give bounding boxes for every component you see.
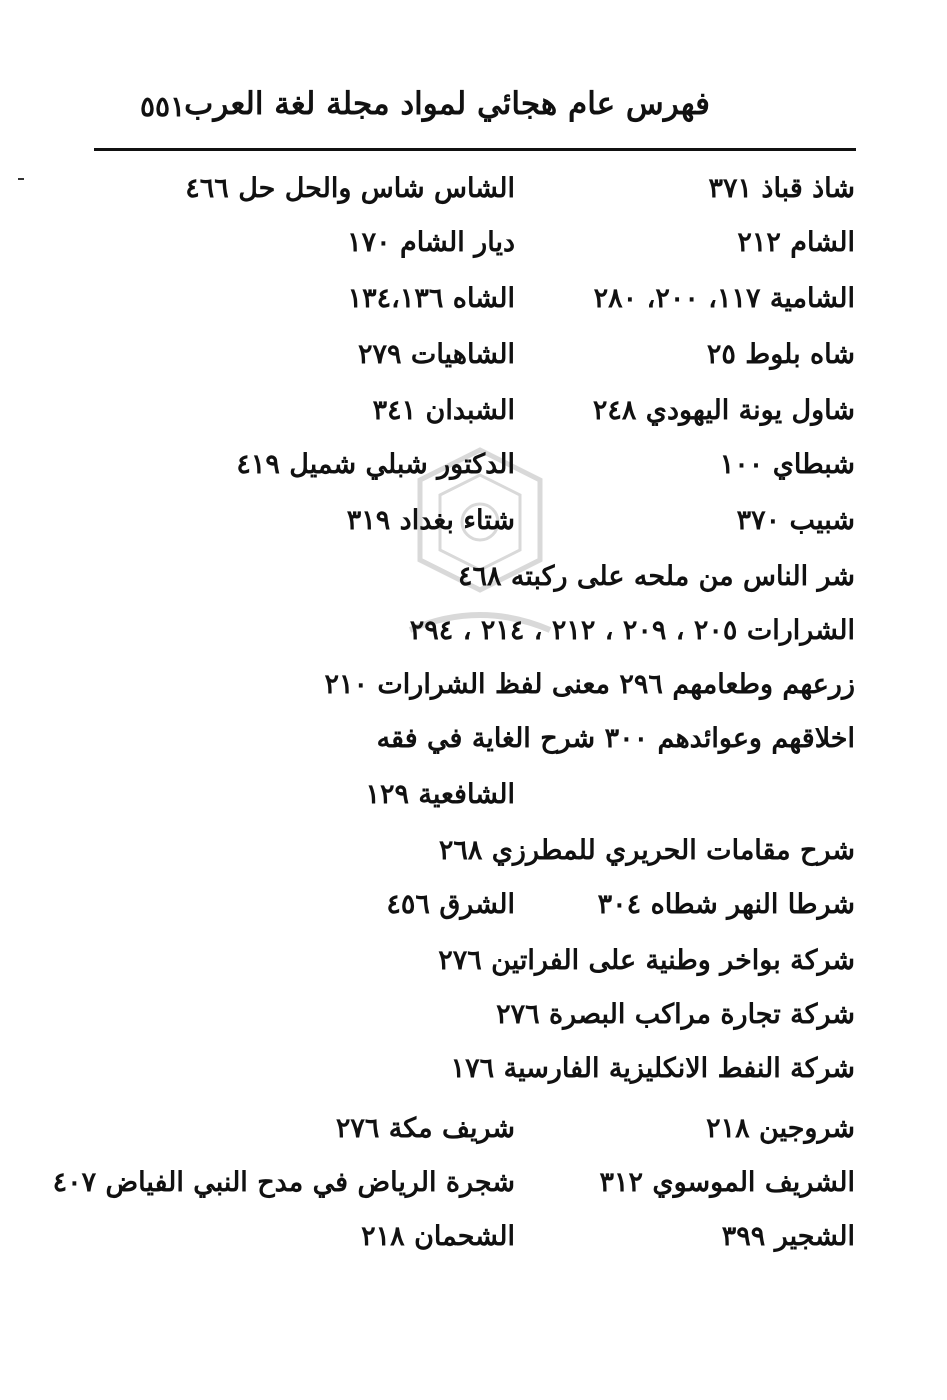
index-entry: الشجير ٣٩٩ — [721, 1221, 855, 1252]
index-entry: الشرارات ٢٠٥ ، ٢٠٩ ، ٢١٢ ، ٢١٤ ، ٢٩٤ — [409, 615, 855, 646]
index-entry: ديار الشام ١٧٠ — [347, 227, 515, 258]
index-entry: اخلاقهم وعوائدهم ٣٠٠ شرح الغاية في فقه — [376, 723, 855, 754]
index-entry: شاول يونة اليهودي ٢٤٨ — [592, 395, 855, 426]
index-entry: الشاهيات ٢٧٩ — [358, 339, 515, 370]
index-entry: الشاس شاس والحل حل ٤٦٦ — [185, 173, 515, 204]
index-entry: شريف مكة ٢٧٦ — [335, 1113, 515, 1144]
index-entry: الشريف الموسوي ٣١٢ — [599, 1167, 855, 1198]
index-entry: شبيب ٣٧٠ — [736, 505, 855, 536]
index-entry: شرح مقامات الحريري للمطرزي ٢٦٨ — [438, 835, 855, 866]
index-entry: الشافعية ١٢٩ — [365, 779, 515, 810]
index-entry: شرطا النهر شطاه ٣٠٤ — [597, 889, 855, 920]
index-entry: شبطاي ١٠٠ — [719, 449, 855, 480]
index-entry: شركة تجارة مراكب البصرة ٢٧٦ — [496, 999, 855, 1030]
index-entry: شركة النفط الانكليزية الفارسية ١٧٦ — [450, 1053, 855, 1084]
index-entry: الشام ٢١٢ — [737, 227, 855, 258]
index-entry: شجرة الرياض في مدح النبي الفياض ٤٠٧ — [52, 1167, 515, 1198]
index-entry: الشبدان ٣٤١ — [372, 395, 515, 426]
page-title: فهرس عام هجائي لمواد مجلة لغة العرب — [184, 86, 710, 122]
index-entry: الشامية ١١٧، ٢٠٠، ٢٨٠ — [593, 283, 855, 314]
index-entry: الشحمان ٢١٨ — [361, 1221, 515, 1252]
index-entry: الشاه ١٣٤،١٣٦ — [347, 283, 515, 314]
index-entry: شاذ قباذ ٣٧١ — [708, 173, 855, 204]
index-entry: شاه بلوط ٢٥ — [706, 339, 855, 370]
index-entry: شر الناس من ملحه على ركبته ٤٦٨ — [457, 561, 855, 592]
index-entry: الشرق ٤٥٦ — [386, 889, 515, 920]
page-number: ٥٥١ — [140, 90, 186, 123]
index-entry: شتاء بغداد ٣١٩ — [346, 505, 515, 536]
index-entry: الدكتور شبلي شميل ٤١٩ — [236, 449, 515, 480]
index-entry: زرعهم وطعامهم ٢٩٦ معنى لفظ الشرارات ٢١٠ — [324, 669, 855, 700]
index-entry: شروجين ٢١٨ — [706, 1113, 855, 1144]
index-entry: شركة بواخر وطنية على الفراتين ٢٧٦ — [438, 945, 855, 976]
